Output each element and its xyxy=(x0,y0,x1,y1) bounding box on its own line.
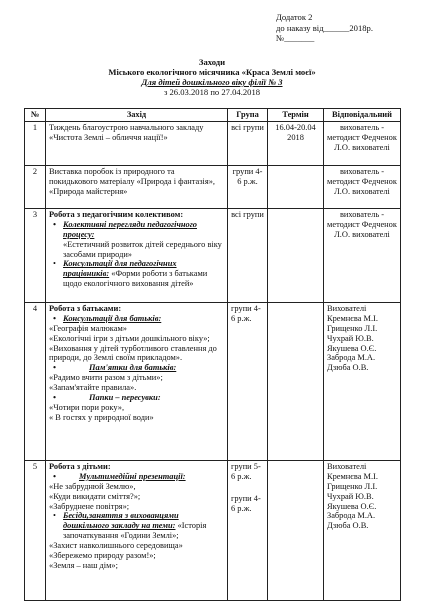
list-item: «Не забруднюй Землю», xyxy=(49,481,136,491)
bullet-title: • Папки – пересувки: xyxy=(49,393,224,403)
responsible-cell xyxy=(324,460,401,600)
table-row xyxy=(25,208,401,302)
bullet-text: «Форми роботи з батьками щодо екологічного виховання дітей» xyxy=(63,269,208,289)
responsible-line: Кремнєва М.І. xyxy=(327,313,378,323)
term-cell xyxy=(268,302,324,460)
annex-line-3: №_______ xyxy=(276,33,315,44)
document-title: Заходи xyxy=(198,57,226,67)
document-subtitle: Міського екологічного місячника «Краса Землі моєї» xyxy=(108,67,316,78)
event-cell xyxy=(46,302,228,460)
list-item: « В гостях у природної води» xyxy=(49,412,154,422)
table-row xyxy=(25,460,401,600)
group-cell: групи 4-6 р.ж. xyxy=(228,165,268,208)
row-number: 5 xyxy=(25,460,46,600)
responsible-line: Кремнєва М.І. xyxy=(327,471,378,481)
list-item: «Захист навколишнього середовища» xyxy=(49,541,183,551)
header-term: Термін xyxy=(268,109,324,122)
list-item: «Екологічні ігри з дітьми дошкільного віку»; xyxy=(49,333,210,343)
annex-line-1: Додаток 2 xyxy=(276,12,313,22)
responsible-line: Якушева О.Є. xyxy=(327,501,377,511)
row-number: 4 xyxy=(25,302,46,460)
events-table xyxy=(24,108,401,601)
group-spacer xyxy=(231,482,264,494)
responsible-line: Якушева О.Є. xyxy=(327,343,377,353)
responsible-line: Вихователі xyxy=(327,303,367,313)
responsible-line: Грищенко Л.І. xyxy=(327,323,378,333)
responsible-line: Заброда М.А. xyxy=(327,353,376,363)
group-cell: всі групи xyxy=(228,208,268,302)
list-item: «Виховання у дітей турботливого ставлення до природи, до Землі своїм прикладом». xyxy=(49,343,217,363)
section-title: Робота з дітьми: xyxy=(49,461,111,471)
bullet-title: Бесіди,заняття з вихованцями дошкільного закладу на теми: xyxy=(63,511,179,531)
event-cell: Виставка поробок із природного та покидькового матеріалу «Природа і фантазія», «Природа майстерня» xyxy=(46,165,228,208)
group-text: групи 5-6 р.ж. xyxy=(231,461,261,481)
row-number: 2 xyxy=(25,165,46,208)
document-dates: з 26.03.2018 по 27.04.2018 xyxy=(163,87,261,98)
responsible-line: Чухрай Ю.В. xyxy=(327,333,374,343)
list-item: «Забруднене повітря»; xyxy=(49,501,130,511)
table-row xyxy=(25,165,401,208)
group-text: групи 4-6 р.ж. xyxy=(231,493,261,513)
group-cell xyxy=(228,460,268,600)
document-audience: Для дітей дошкільного віку філії № 3 xyxy=(141,77,283,88)
responsible-cell: вихователь - методист Федченок Л.О. вихователі xyxy=(324,165,401,208)
list-item: «Географія малюкам» xyxy=(49,323,127,333)
list-item: «Радимо вчити разом з дітьми»; xyxy=(49,373,163,383)
list-item: «Збережемо природу разом!»; xyxy=(49,551,156,561)
event-cell xyxy=(46,208,228,302)
responsible-line: Дзюба О.В. xyxy=(327,521,369,531)
responsible-cell: вихователь - методист Федченок Л.О. вихователі xyxy=(324,121,401,165)
responsible-line: Вихователі xyxy=(327,461,367,471)
row-number: 1 xyxy=(25,121,46,165)
bullet-title: • Колективні перегляди педагогічного процесу: xyxy=(49,220,224,240)
table-row xyxy=(25,121,401,165)
annex-line-2: до наказу від______2018р. xyxy=(276,22,373,33)
term-cell xyxy=(268,208,324,302)
term-cell xyxy=(268,165,324,208)
section-title: Робота з педагогічним колективом: xyxy=(49,209,184,219)
bullet-title: • Пам'ятки для батьків: xyxy=(49,363,224,373)
header-responsible: Відповідальний xyxy=(324,109,401,122)
bullet-title: Консультації для педагогічних працівників: xyxy=(63,259,177,279)
responsible-cell: вихователь - методист Федченок Л.О. вихователі xyxy=(324,208,401,302)
annex-note xyxy=(276,12,416,44)
header-event: Захід xyxy=(46,109,228,122)
bullet-item xyxy=(49,511,224,541)
list-item: «Запам'ятайте правила». xyxy=(49,383,137,393)
responsible-line: Грищенко Л.І. xyxy=(327,481,378,491)
event-cell xyxy=(46,460,228,600)
list-item: «Земля – наш дім»; xyxy=(49,560,118,570)
bullet-text: «Історія започаткування «Години Землі»; xyxy=(63,521,207,541)
list-item: «Куди викидати сміття?»; xyxy=(49,491,141,501)
event-cell: Тиждень благоустрою навчального закладу «Чистота Землі – обличчя нації!» xyxy=(46,121,228,165)
header-num: № xyxy=(25,109,46,122)
responsible-line: Дзюба О.В. xyxy=(327,363,369,373)
responsible-line: Чухрай Ю.В. xyxy=(327,491,374,501)
responsible-cell xyxy=(324,302,401,460)
bullet-text: «Естетичний розвиток дітей середнього віку засобами природи» xyxy=(63,239,222,259)
table-row xyxy=(25,302,401,460)
bullet-title: • Консультації для батьків: xyxy=(49,314,224,324)
bullet-item xyxy=(49,259,224,289)
responsible-line: Заброда М.А. xyxy=(327,511,376,521)
term-cell xyxy=(268,460,324,600)
row-number: 3 xyxy=(25,208,46,302)
section-title: Робота з батьками: xyxy=(49,303,122,313)
header-group: Група xyxy=(228,109,268,122)
bullet-title: • Мультимедійні презентації: xyxy=(49,472,224,482)
list-item: «Чотири пори року», xyxy=(49,402,125,412)
document-heading xyxy=(0,57,424,97)
group-cell: всі групи xyxy=(228,121,268,165)
group-cell: групи 4-6 р.ж. xyxy=(228,302,268,460)
term-cell: 16.04-20.04 2018 xyxy=(268,121,324,165)
table-header-row xyxy=(25,109,401,122)
